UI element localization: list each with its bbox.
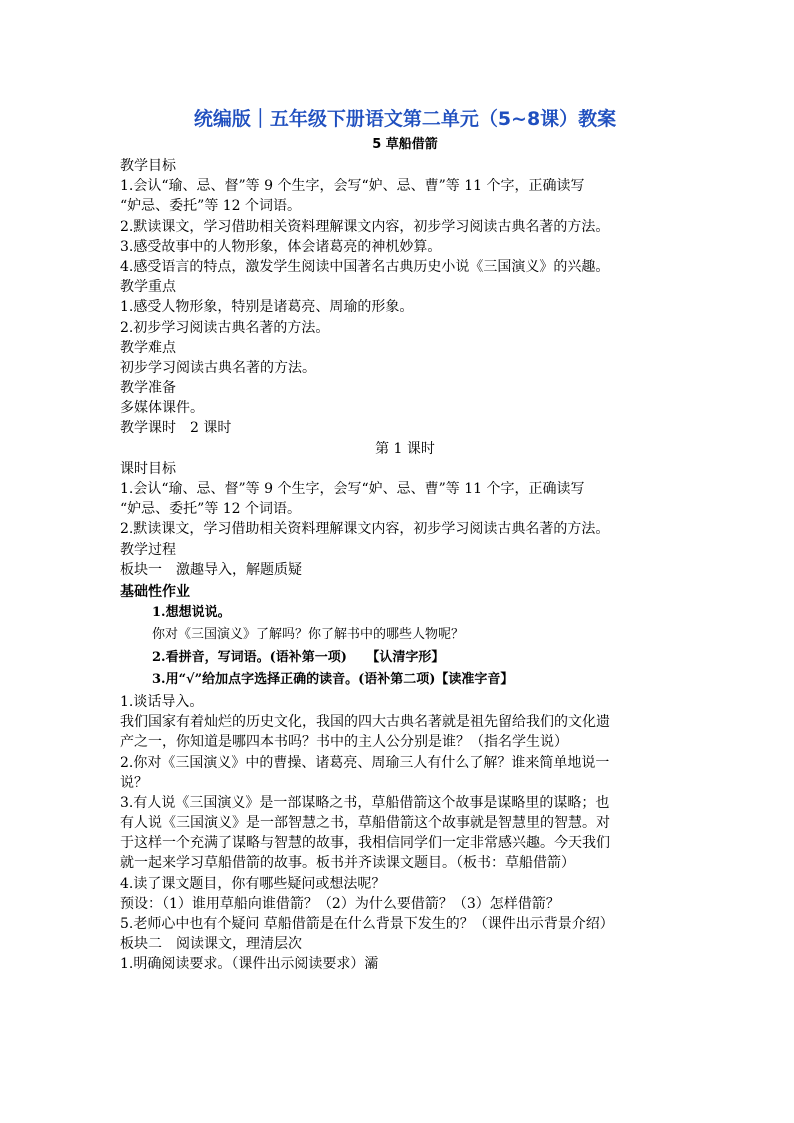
text-line: 教学课时 2 课时 — [120, 420, 232, 437]
homework-item-1: 1.想想说说。 — [152, 604, 231, 620]
text-line: 初步学习阅读古典名著的方法。 — [120, 359, 316, 376]
text-line: 产之一，你知道是哪四本书吗？书中的主人公分别是谁？（指名学生说） — [120, 734, 568, 751]
text-line: “妒忌、委托”等 12 个词语。 — [120, 501, 302, 518]
text-line: 3.有人说《三国演义》是一部谋略之书，草船借箭这个故事是谋略里的谋略；也 — [120, 794, 610, 811]
text-line: 说？ — [120, 774, 148, 791]
text-line: 2.初步学习阅读古典名著的方法。 — [120, 319, 330, 336]
text-line: 有人说《三国演义》是一部智慧之书，草船借箭这个故事就是智慧里的智慧。对 — [120, 815, 610, 832]
homework-item-2: 2.看拼音，写词语。(语补第一项) 【认清字形】 — [152, 649, 445, 665]
text-line: 预设：（1）谁用草船向谁借箭？（2）为什么要借箭？（3）怎样借箭？ — [120, 895, 560, 912]
text-line: 1.谈话导入。 — [120, 693, 204, 710]
homework-heading: 基础性作业 — [120, 583, 190, 600]
text-line: 板块二 阅读课文，理清层次 — [120, 936, 302, 953]
text-line: 3.感受故事中的人物形象，体会诸葛亮的神机妙算。 — [120, 238, 442, 255]
text-line: 于这样一个充满了谋略与智慧的故事，我相信同学们一定非常感兴趣。今天我们 — [120, 835, 610, 852]
text-line: 1.会认“瑜、忌、督”等 9 个生字，会写“妒、忌、曹”等 11 个字，正确读写 — [120, 178, 585, 195]
text-line: 教学目标 — [120, 158, 176, 174]
text-line: 板块一 激趣导入，解题质疑 — [120, 561, 302, 578]
text-line: 4.感受语言的特点，激发学生阅读中国著名古典历史小说《三国演义》的兴趣。 — [120, 258, 610, 275]
document-title: 统编版｜五年级下册语文第二单元（5~8课）教案 — [193, 108, 617, 130]
text-line: 5.老师心中也有个疑问 草船借箭是在什么背景下发生的？（课件出示背景介绍） — [120, 916, 614, 932]
lesson-title: 5 草船借箭 — [372, 137, 438, 152]
text-line: 1.感受人物形象，特别是诸葛亮、周瑜的形象。 — [120, 299, 414, 316]
text-line: 教学重点 — [120, 279, 176, 296]
period-title: 第 1 课时 — [375, 440, 435, 457]
homework-item-3: 3.用“√”给加点字选择正确的读音。(语补第二项)【读准字音】 — [152, 672, 514, 688]
text-line: 1.会认“瑜、忌、督”等 9 个生字，会写“妒、忌、曹”等 11 个字，正确读写 — [120, 481, 585, 497]
text-line: 2.默读课文，学习借助相关资料理解课文内容，初步学习阅读古典名著的方法。 — [120, 218, 610, 235]
text-line: 4.读了课文题目，你有哪些疑问或想法呢？ — [120, 875, 386, 892]
homework-item-1-text: 你对《三国演义》了解吗？你了解书中的哪些人物呢？ — [152, 627, 465, 643]
text-line: 我们国家有着灿烂的历史文化，我国的四大古典名著就是祖先留给我们的文化遗 — [120, 714, 610, 731]
text-line: 2.你对《三国演义》中的曹操、诸葛亮、周瑜三人有什么了解？谁来简单地说一 — [120, 754, 610, 771]
text-line: 课时目标 — [120, 460, 176, 477]
text-line: 教学过程 — [120, 541, 176, 558]
text-line: 教学准备 — [120, 380, 176, 397]
text-line: 教学难点 — [120, 339, 176, 356]
text-line: 1.明确阅读要求。（课件出示阅读要求）灞 — [120, 956, 379, 973]
document-body — [120, 156, 690, 975]
text-line: 2.默读课文，学习借助相关资料理解课文内容，初步学习阅读古典名著的方法。 — [120, 521, 610, 538]
text-line: “妒忌、委托”等 12 个词语。 — [120, 198, 302, 215]
text-line: 多媒体课件。 — [120, 400, 204, 417]
text-line: 就一起来学习草船借箭的故事。板书并齐读课文题目。（板书：草船借箭） — [120, 855, 575, 872]
